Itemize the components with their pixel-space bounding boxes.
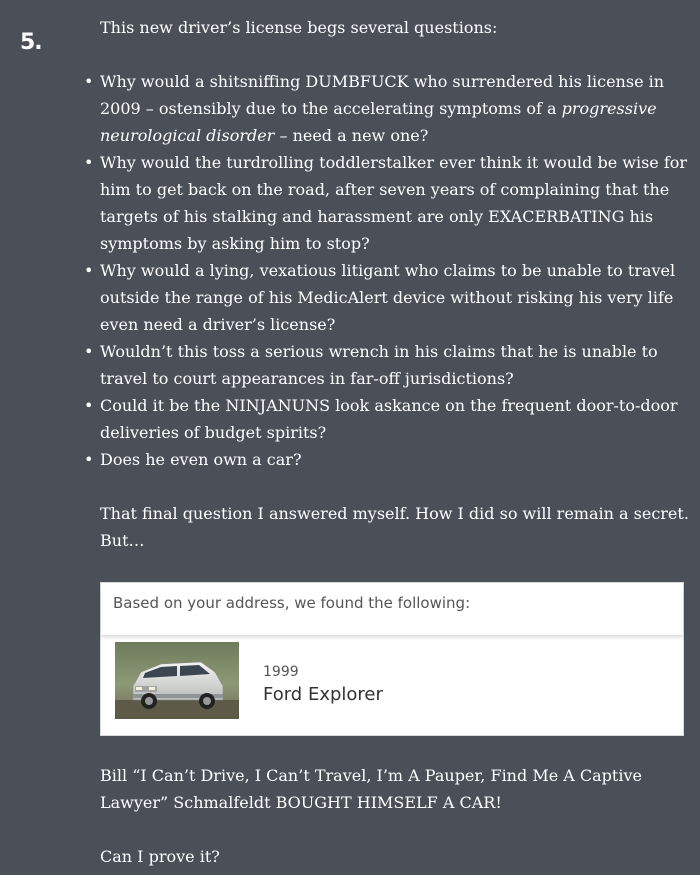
list-item: • Why would a lying, vexatious litigant who claims to be unable to travel outside the range of his MedicAlert device without risking his very life even need a driver’s license? <box>100 257 690 338</box>
list-item: • Wouldn’t this toss a serious wrench in his claims that he is unable to travel to court appearances in far-off jurisdictions? <box>100 338 690 392</box>
emphasis-text: progressive neurological disorder <box>100 99 657 145</box>
list-item: • Does he even own a car? <box>100 446 690 473</box>
card-header: Based on your address, we found the following: <box>101 583 683 636</box>
vehicle-row <box>101 636 683 735</box>
questions-list <box>100 68 690 473</box>
car-icon <box>115 642 239 719</box>
intro-text: This new driver’s license begs several questions: <box>100 18 498 37</box>
closing-line-1: Bill “I Can’t Drive, I Can’t Travel, I’m A Pauper, Find Me A Captive Lawyer” Schmalfeldt BOUGHT HIMSELF A CAR! <box>100 766 642 812</box>
list-item: • Why would the turdrolling toddlerstalker ever think it would be wise for him to get back on the road, after seven years of complaining that the targets of his stalking and harassment are only EXACERBATING his symptoms by asking him to stop? <box>100 149 690 257</box>
article-body <box>100 14 690 554</box>
step-number: 5. <box>20 30 42 55</box>
list-item: • Could it be the NINJANUNS look askance on the frequent door-to-door deliveries of budget spirits? <box>100 392 690 446</box>
closing-text <box>100 762 690 870</box>
vehicle-lookup-card <box>100 582 684 736</box>
vehicle-year: 1999 <box>263 664 299 680</box>
final-paragraph: That final question I answered myself. How I did so will remain a secret. But… <box>100 504 689 550</box>
vehicle-model: Ford Explorer <box>263 684 383 705</box>
closing-line-2: Can I prove it? <box>100 847 220 866</box>
vehicle-thumbnail <box>115 642 239 719</box>
list-item: • Why would a shitsniffing DUMBFUCK who surrendered his license in 2009 – ostensibly due to the accelerating symptoms of a progressive neurological disorder – need a new one? <box>100 68 690 149</box>
